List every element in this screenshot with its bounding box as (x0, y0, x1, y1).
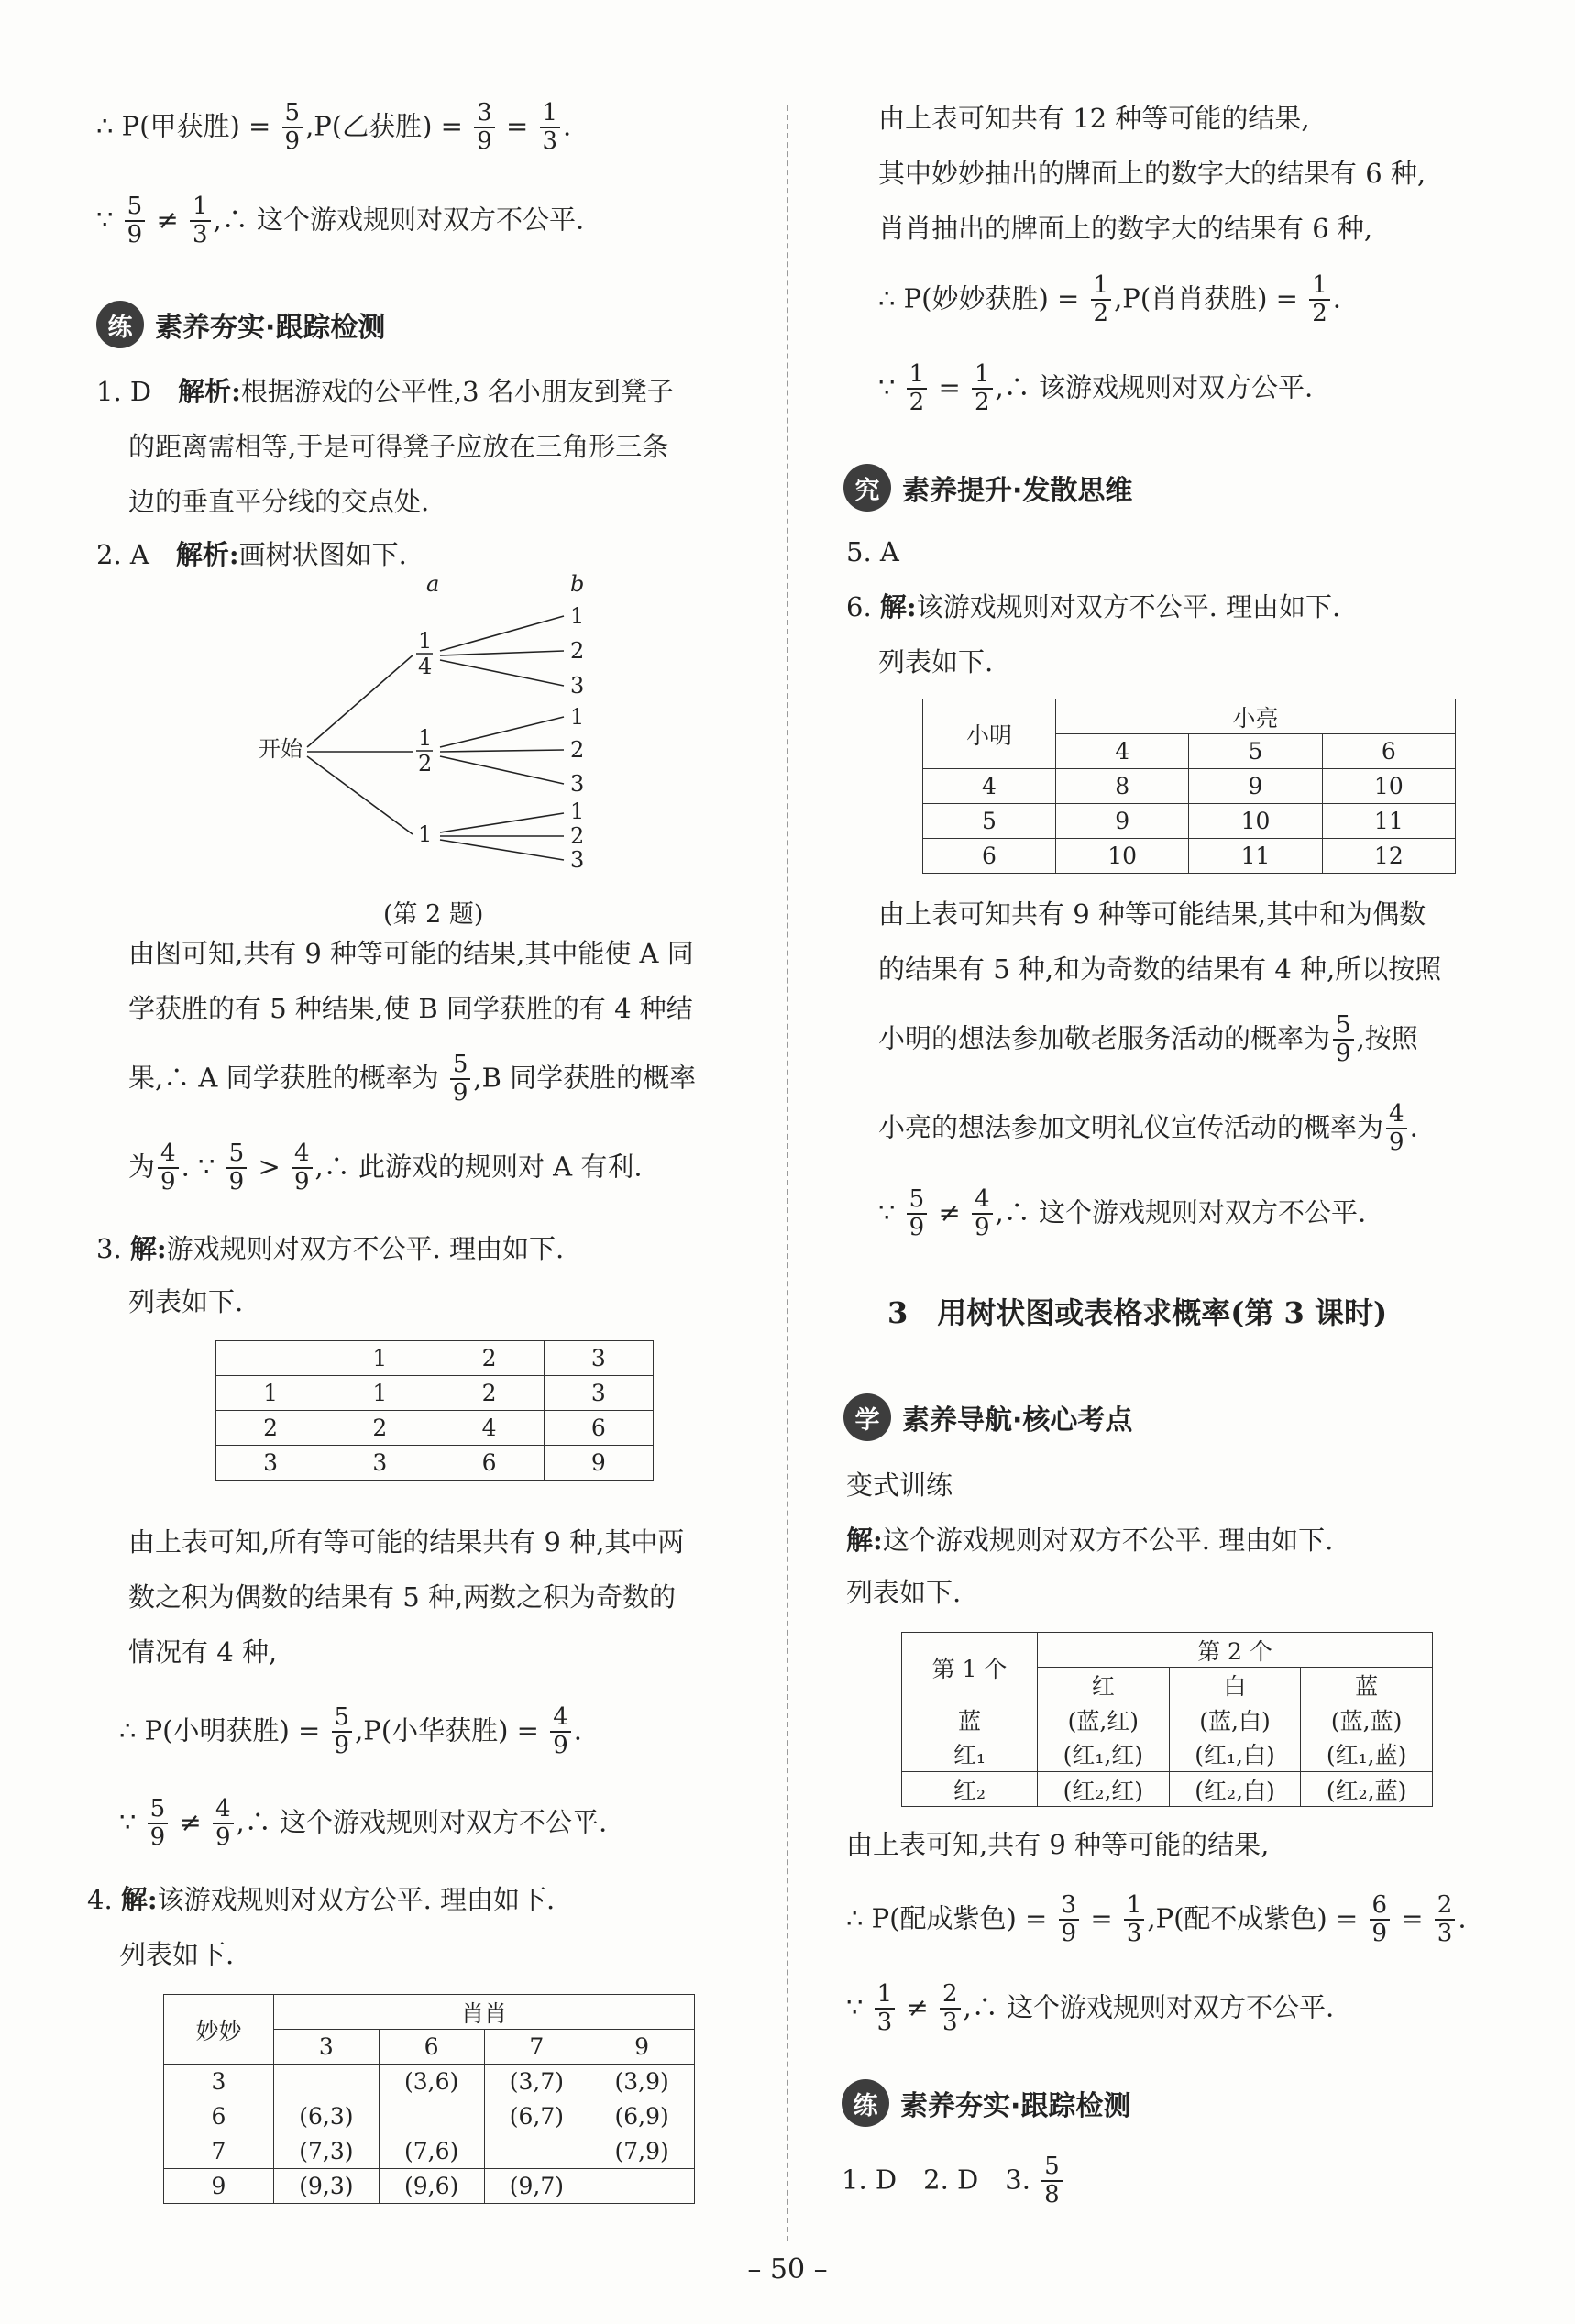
tree-leaf: 1 (570, 799, 585, 824)
fraction: $\frac{1}{3}$ (540, 101, 561, 155)
table-row: 妙妙 肖肖 (164, 1995, 695, 2030)
q4-line-2: 列表如下. (119, 1939, 235, 1970)
fraction: $\frac{4}{9}$ (213, 1797, 234, 1851)
q3-conclusion: ∵ $\frac{5}{9}$ ≠ $\frac{4}{9}$ ,∴ 这个游戏规则对双方不公平. (119, 1795, 608, 1852)
table-row: 4 5 6 (923, 734, 1456, 769)
tree-leaf: 3 (570, 847, 585, 873)
table-row: 小明 小亮 (923, 699, 1456, 734)
table-q4 (163, 1994, 695, 2204)
q2-line-5: 为 $\frac{4}{9}$ . ∵ $\frac{5}{9}$ > $\frac{4}{9}$ ,∴ 此游戏的规则对 A 有利. (128, 1140, 643, 1196)
tree-leaf: 1 (570, 603, 585, 629)
q3-line-5: 情况有 4 种, (128, 1636, 278, 1668)
q6-line-4: 的结果有 5 种,和为奇数的结果有 4 种,所以按照 (878, 953, 1442, 985)
section-header-learn (843, 1393, 1132, 1441)
table-row: 2 2 4 6 (216, 1411, 654, 1446)
tree-diagram (248, 573, 614, 889)
q1-line-3: 边的垂直平分线的交点处. (128, 486, 430, 517)
table-row: 3 6 7 9 (164, 2030, 695, 2065)
table-row: 1 2 3 (216, 1341, 654, 1376)
fraction: $\frac{1}{3}$ (190, 194, 211, 248)
section-header-practice-2 (842, 2079, 1130, 2127)
fraction: $\frac{5}{9}$ (148, 1797, 169, 1851)
tree-node-3 (418, 821, 432, 847)
q6-line-2: 列表如下. (878, 646, 994, 677)
fraction: $\frac{1}{2}$ (1309, 273, 1330, 327)
section-title: 素养提升·发散思维 (902, 475, 1133, 507)
fraction: $\frac{5}{9}$ (907, 1187, 928, 1241)
r-prob-line: ∴ P(妙妙获胜) = $\frac{1}{2}$ ,P(肖肖获胜) = $\frac{1}{2}$ . (878, 271, 1341, 328)
table-row: 7 (7,3) (7,6) (7,9) (164, 2134, 695, 2169)
svg-text:1: 1 (418, 628, 433, 654)
table-q6 (922, 699, 1456, 874)
table-row: 5 9 10 11 (923, 804, 1456, 839)
color-line-1: 由上表可知,共有 9 种等可能的结果, (846, 1829, 1270, 1860)
section-title: 素养导航·核心考点 (902, 1404, 1133, 1437)
r-conclusion: ∵ $\frac{1}{2}$ = $\frac{1}{2}$ ,∴ 该游戏规则对双方公平. (878, 360, 1314, 417)
fraction: $\frac{4}{9}$ (972, 1187, 993, 1241)
section-title: 素养夯实·跟踪检测 (155, 312, 386, 344)
q3-line-4: 数之积为偶数的结果有 5 种,两数之积为奇数的 (128, 1581, 677, 1613)
fraction: $\frac{4}{9}$ (1386, 1102, 1407, 1156)
tree-leaf: 1 (570, 704, 585, 730)
fraction: $\frac{5}{9}$ (226, 1141, 248, 1195)
q4-line-1: 4. 解:该游戏规则对双方公平. 理由如下. (87, 1884, 556, 1915)
practice-badge-icon: 练 (842, 2079, 889, 2127)
fraction: $\frac{2}{3}$ (1435, 1893, 1456, 1947)
fraction: $\frac{1}{3}$ (1124, 1893, 1145, 1947)
fraction: $\frac{5}{9}$ (332, 1705, 353, 1759)
section-header-practice (96, 301, 385, 348)
svg-text:1: 1 (418, 725, 433, 751)
sol-line-1: 解:这个游戏规则对双方不公平. 理由如下. (846, 1525, 1334, 1556)
fraction: $\frac{1}{2}$ (907, 362, 928, 416)
table-row: 红₂ (红₂,红) (红₂,白) (红₂,蓝) (902, 1772, 1433, 1807)
fraction: $\frac{1}{2}$ (972, 362, 993, 416)
r-line-1: 由上表可知共有 12 种等可能的结果, (878, 103, 1310, 134)
section-header-explore (843, 464, 1132, 512)
learn-badge-icon: 学 (843, 1393, 891, 1441)
fraction: $\frac{5}{9}$ (450, 1052, 471, 1107)
fraction: $\frac{5}{9}$ (125, 194, 146, 248)
q3-line-1: 3. 解:游戏规则对双方不公平. 理由如下. (96, 1233, 565, 1264)
final-answers: 1. D 2. D 3. $\frac{5}{8}$ (842, 2154, 1065, 2208)
q2-line-4: 果,∴ A 同学获胜的概率为 $\frac{5}{9}$ ,B 同学获胜的概率 (128, 1051, 697, 1107)
table-row: 4 8 9 10 (923, 769, 1456, 804)
q3-line-2: 列表如下. (128, 1286, 244, 1317)
table-row: 1 1 2 3 (216, 1376, 654, 1411)
table-row: 红 白 蓝 (902, 1668, 1433, 1702)
fraction: $\frac{3}{9}$ (474, 101, 495, 155)
color-prob-line: ∴ P(配成紫色) = $\frac{3}{9}$ = $\frac{1}{3}$ ,P(配不成紫色) = $\frac{6}{9}$ = $\frac{2}{3}$ . (846, 1891, 1467, 1948)
fraction: $\frac{2}{3}$ (940, 1982, 961, 2036)
tree-leaf: 2 (570, 737, 585, 763)
svg-text:4: 4 (418, 654, 433, 679)
conclusion-line-1: ∵ $\frac{5}{9}$ ≠ $\frac{1}{3}$ ,∴ 这个游戏规则对双方不公平. (96, 193, 585, 249)
q1-line-1: 1. D 解析:根据游戏的公平性,3 名小朋友到凳子 (96, 376, 674, 407)
q3-prob-line: ∴ P(小明获胜) = $\frac{5}{9}$ ,P(小华获胜) = $\frac{4}{9}$ . (119, 1703, 582, 1760)
sol-line-2: 列表如下. (846, 1577, 962, 1608)
fraction: $\frac{5}{8}$ (1041, 2154, 1063, 2208)
table-q3 (215, 1340, 654, 1481)
prob-line-1: ∴ P(甲获胜) = $\frac{5}{9}$ ,P(乙获胜) = $\frac{3}{9}$ = $\frac{1}{3}$ . (96, 99, 572, 156)
fraction: $\frac{5}{9}$ (282, 101, 303, 155)
variant-training: 变式训练 (846, 1470, 953, 1501)
q2-line-3: 学获胜的有 5 种结果,使 B 同学获胜的有 4 种结 (128, 993, 693, 1024)
q6-line-5: 小明的想法参加敬老服务活动的概率为 $\frac{5}{9}$ ,按照 (878, 1011, 1418, 1068)
fraction: $\frac{6}{9}$ (1370, 1893, 1391, 1947)
fraction: $\frac{4}{9}$ (158, 1141, 179, 1195)
table-row: 蓝 (蓝,红) (蓝,白) (蓝,蓝) (902, 1702, 1433, 1737)
fraction: $\frac{5}{9}$ (1333, 1013, 1354, 1067)
fraction: $\frac{4}{9}$ (292, 1141, 313, 1195)
svg-text:2: 2 (418, 751, 433, 777)
tree-label-b: b (570, 573, 585, 597)
q6-conclusion: ∵ $\frac{5}{9}$ ≠ $\frac{4}{9}$ ,∴ 这个游戏规则对双方不公平. (878, 1185, 1367, 1242)
q6-line-1: 6. 解:该游戏规则对双方不公平. 理由如下. (846, 591, 1341, 622)
svg-text:1: 1 (418, 821, 433, 847)
section-title: 素养夯实·跟踪检测 (900, 2090, 1131, 2122)
fraction: $\frac{1}{2}$ (1091, 273, 1112, 327)
color-conclusion: ∵ $\frac{1}{3}$ ≠ $\frac{2}{3}$ ,∴ 这个游戏规则对双方不公平. (846, 1980, 1335, 2037)
q5-answer: 5. A (846, 536, 899, 567)
explore-badge-icon: 究 (843, 464, 891, 512)
r-line-3: 肖肖抽出的牌面上的数字大的结果有 6 种, (878, 213, 1373, 244)
lesson-title: 3 用树状图或表格求概率(第 3 课时) (887, 1295, 1388, 1330)
q6-line-6: 小亮的想法参加文明礼仪宣传活动的概率为 $\frac{4}{9}$ . (878, 1100, 1418, 1157)
table-row: 红₁ (红₁,红) (红₁,白) (红₁,蓝) (902, 1737, 1433, 1772)
tree-node-2 (416, 725, 433, 777)
column-divider (787, 105, 788, 2241)
fraction: $\frac{4}{9}$ (550, 1705, 571, 1759)
table-color (901, 1632, 1433, 1807)
q3-line-3: 由上表可知,所有等可能的结果共有 9 种,其中两 (128, 1526, 685, 1558)
fraction: $\frac{3}{9}$ (1059, 1893, 1080, 1947)
table-row: 3 3 6 9 (216, 1446, 654, 1481)
tree-label-a: a (426, 573, 440, 597)
r-line-2: 其中妙妙抽出的牌面上的数字大的结果有 6 种, (878, 158, 1426, 189)
tree-leaf: 3 (570, 771, 585, 797)
table-row: 3 (3,6) (3,7) (3,9) (164, 2065, 695, 2099)
table-row: 第 1 个 第 2 个 (902, 1633, 1433, 1668)
table-row: 6 (6,3) (6,7) (6,9) (164, 2099, 695, 2134)
page-number: – 50 – (747, 2253, 828, 2285)
q2-line-2: 由图可知,共有 9 种等可能的结果,其中能使 A 同 (128, 938, 694, 969)
practice-badge-icon: 练 (96, 301, 144, 348)
table-row: 9 (9,3) (9,6) (9,7) (164, 2169, 695, 2204)
tree-leaf: 2 (570, 823, 585, 849)
tree-leaf: 2 (570, 638, 585, 664)
fraction: $\frac{1}{3}$ (875, 1982, 896, 2036)
q2-line-1: 2. A 解析:画树状图如下. (96, 539, 407, 570)
tree-start: 开始 (259, 736, 303, 762)
tree-leaf: 3 (570, 673, 585, 699)
tree-caption: (第 2 题) (383, 900, 484, 929)
q1-line-2: 的距离需相等,于是可得凳子应放在三角形三条 (128, 431, 669, 462)
q6-line-3: 由上表可知共有 9 种等可能结果,其中和为偶数 (878, 898, 1426, 930)
table-row: 6 10 11 12 (923, 839, 1456, 874)
tree-node-1 (416, 628, 433, 679)
